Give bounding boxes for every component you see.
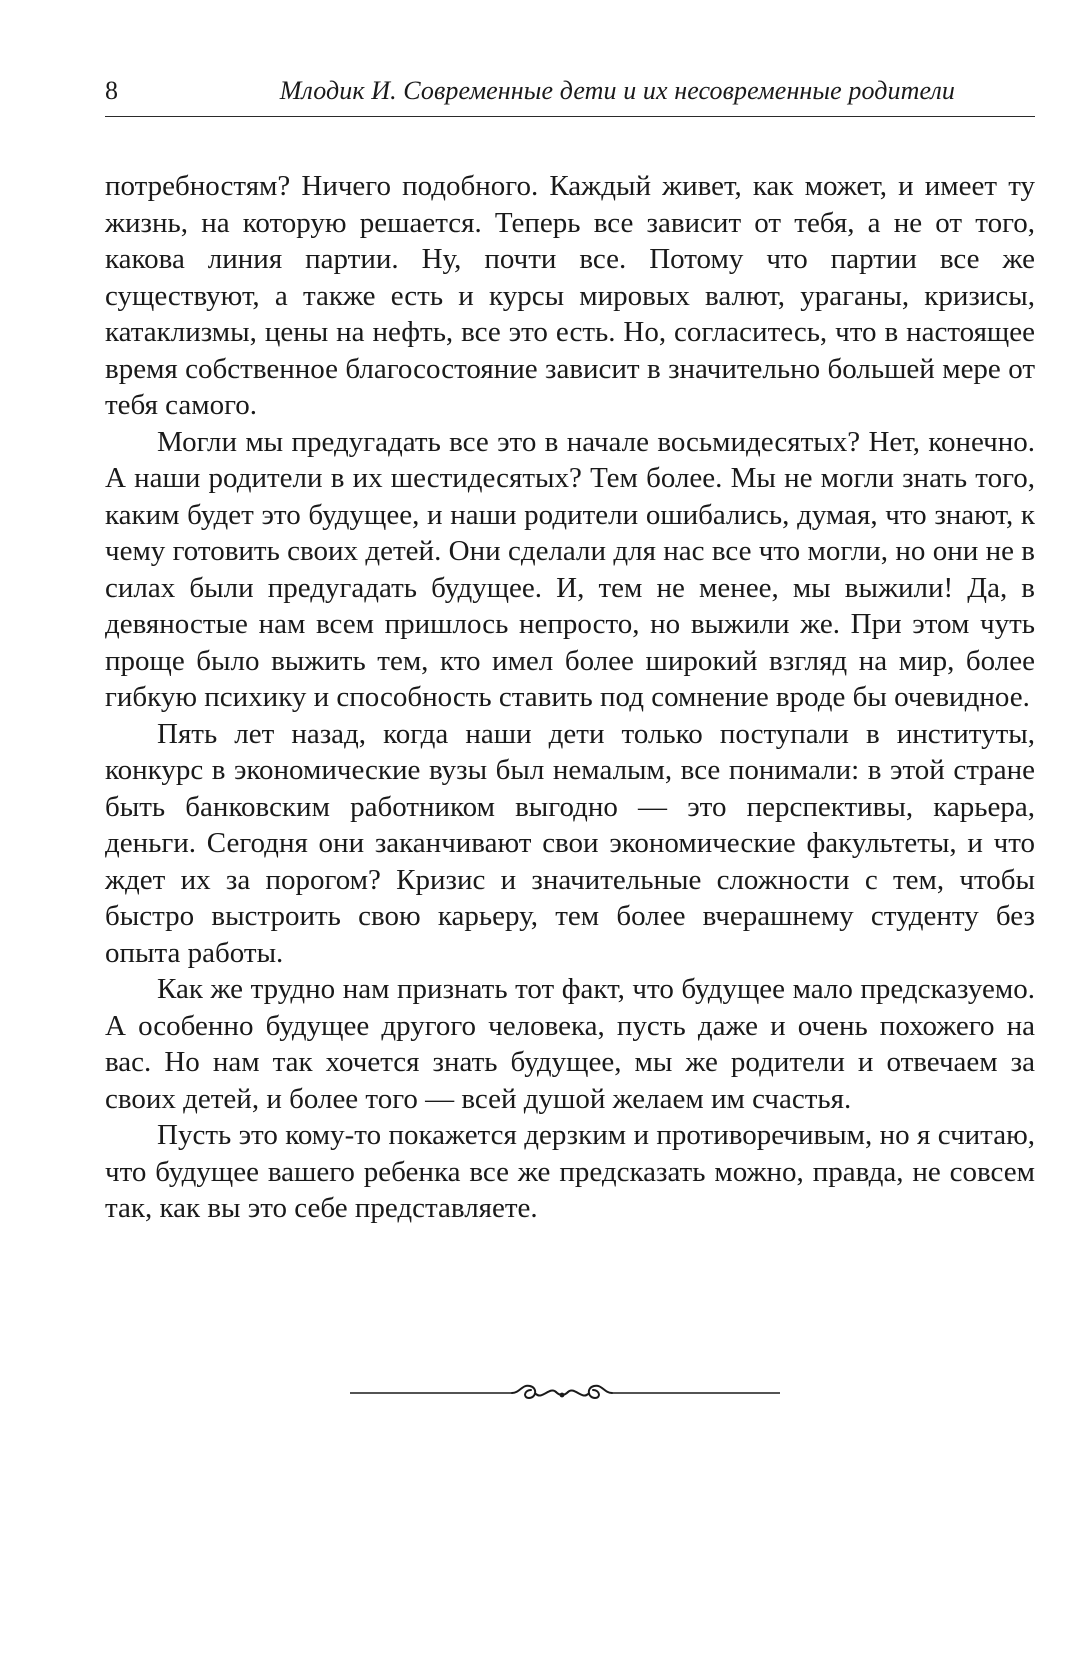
paragraph-2: Могли мы предугадать все это в начале восьмидесятых? Нет, конечно. А наши родители в их шестидесятых? Тем более. Мы не могли знать того, каким будет это будущее, и наши родители ошибались, думая, что знают, к чему готовить своих детей. Они сделали для нас все что могли, но они не в силах были предугадать будущее. И, тем не менее, мы выжили! Да, в девяностые нам всем пришлось непросто, но выжили же. При этом чуть проще было выжить тем, кто имел более широкий взгляд на мир, более гибкую психику и способность ставить под сомнение вроде бы очевидное. — [105, 425, 1035, 713]
paragraph-1: потребностям? Ничего подобного. Каждый живет, как может, и имеет ту жизнь, на которую решается. Теперь все зависит от тебя, а не от того, какова линия партии. Ну, почти все. Потому что партии все же существуют, а также есть и курсы мировых валют, ураганы, кризисы, катаклизмы, цены на нефть, все это есть. Но, согласитесь, что в настоящее время собственное благосостояние зависит в значительно большей мере от тебя самого. — [105, 170, 1035, 421]
paragraph-4: Как же трудно нам признать тот факт, что будущее мало предсказуемо. А особенно будущее другого человека, пусть даже и очень похожего на вас. Но нам так хочется знать будущее, мы же родители и отвечаем за своих детей, и более того — всей душой желаем им счастья. — [105, 973, 1035, 1115]
running-title: Млодик И. Современные дети и их несовременные родители — [279, 76, 955, 105]
page-number: 8 — [105, 76, 118, 105]
paragraph-3: Пять лет назад, когда наши дети только поступали в институты, конкурс в экономические вузы был немалым, все понимали: в этой стране быть банковским работником выгодно — это перспективы, карьера, деньги. Сегодня они заканчивают свои экономические факультеты, и что ждет их за порогом? Кризис и значительные сложности с тем, чтобы быстро выстроить свою карьеру, тем более вчерашнему студенту без опыта работы. — [105, 717, 1035, 969]
page-header — [105, 70, 1035, 117]
paragraph-5: Пусть это кому-то покажется дерзким и противоречивым, но я считаю, что будущее вашего ребенка все же предсказать можно, правда, не совсем так, как вы это себе представляете. — [105, 1119, 1035, 1224]
main-text — [105, 168, 1035, 1227]
section-end-flourish-icon — [350, 1378, 780, 1408]
